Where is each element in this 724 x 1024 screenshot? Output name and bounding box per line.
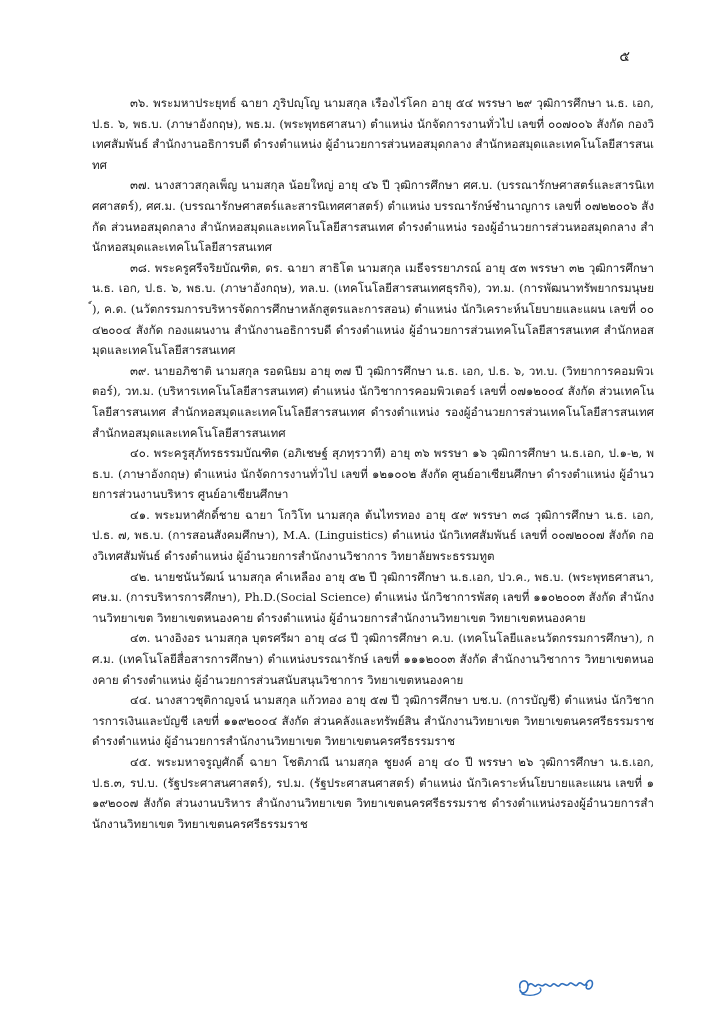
appointment-entry-36: ๓๖. พระมหาประยุทธ์ ฉายา ภูริปญฺโญ นามสกุล เรืองไร่โคก อายุ ๕๔ พรรษา ๒๙ วุฒิการศึกษา น.ธ. เอก, ป.ธ. ๖, พธ.บ. (ภาษาอังกฤษ), พธ.ม. (พระพุทธศาสนา) ตำแหน่ง นักจัดการงานทั่วไป เลขที่ ๐๐๗๐๐๖ สังกัด กองวิเทศสัมพันธ์ สำนักงานอธิการบดี ดำรงตำแหน่ง ผู้อำนวยการส่วนหอสมุดกลาง สำนักหอสมุดและเทคโนโลยีสารสนเทศ [92, 96, 654, 172]
signature-stroke [520, 980, 593, 993]
page-number: ๕ [619, 49, 630, 65]
appointment-entry-45: ๔๕. พระมหาจรูญศักดิ์ ฉายา โชติภาณี นามสกุล ชูยงค์ อายุ ๔๐ ปี พรรษา ๒๖ วุฒิการศึกษา น.ธ.เอก, ป.ธ.๓, รป.บ. (รัฐประศาสนศาสตร์), รป.ม. (รัฐประศาสนศาสตร์) ตำแหน่ง นักวิเคราะห์นโยบายและแผน เลขที่ ๑๑๙๒๐๐๗ สังกัด ส่วนงานบริหาร สำนักงานวิทยาเขต วิทยาเขตนครศรีธรรมราช ดำรงตำแหน่งรองผู้อำนวยการสำนักงานวิทยาเขต วิทยาเขตนครศรีธรรมราช [92, 755, 654, 831]
handwritten-signature [514, 958, 600, 1002]
signature-drawing [514, 958, 600, 1002]
appointment-entry-42: ๔๒. นายชนันวัฒน์ นามสกุล คำเหลือง อายุ ๕๒ ปี วุฒิการศึกษา น.ธ.เอก, ปว.ค., พธ.บ. (พระพุทธศาสนา, ศษ.ม. (การบริหารการศึกษา), Ph.D.(Social Science) ตำแหน่ง นักวิชาการพัสดุ เลขที่ ๑๑๐๒๐๐๓ สังกัด สำนักงานวิทยาเขต วิทยาเขตหนองคาย ดำรงตำแหน่ง ผู้อำนวยการสำนักงานวิทยาเขต วิทยาเขตหนองคาย [92, 569, 654, 625]
appointment-entry-39: ๓๙. นายอภิชาติ นามสกุล รอดนิยม อายุ ๓๗ ปี วุฒิการศึกษา น.ธ. เอก, ป.ธ. ๖, วท.บ. (วิทยาการคอมพิวเตอร์), วท.ม. (บริหารเทคโนโลยีสารสนเทศ) ตำแหน่ง นักวิชาการคอมพิวเตอร์ เลขที่ ๐๗๑๒๐๐๔ สังกัด ส่วนเทคโนโลยีสารสนเทศ สำนักหอสมุดและเทคโนโลยีสารสนเทศ ดำรงตำแหน่ง รองผู้อำนวยการส่วนเทคโนโลยีสารสนเทศ สำนักหอสมุดและเทคโนโลยีสารสนเทศ [92, 363, 654, 440]
appointment-entry-41: ๔๑. พระมหาศักดิ์ชาย ฉายา โกวิโท นามสกุล ต้นไทรทอง อายุ ๕๙ พรรษา ๓๘ วุฒิการศึกษา น.ธ. เอก, ป.ธ. ๗, พธ.บ. (การสอนสังคมศึกษา), M.A. (Linguistics) ตำแหน่ง นักวิเทศสัมพันธ์ เลขที่ ๐๐๗๒๐๐๗ สังกัด กองวิเทศสัมพันธ์ ดำรงตำแหน่ง ผู้อำนวยการสำนักงานวิชาการ วิทยาลัยพระธรรมทูต [92, 507, 654, 564]
appointment-entry-38: ๓๘. พระครูศรีจริยบัณฑิต, ดร. ฉายา สาธิโต นามสกุล เมธีจรรยาภรณ์ อายุ ๕๓ พรรษา ๓๒ วุฒิการศึกษา น.ธ. เอก, ป.ธ. ๖, พธ.บ. (ภาษาอังกฤษ), ทล.บ. (เทคโนโลยีสารสนเทศธุรกิจ), วท.ม. (การพัฒนาทรัพยากรมนุษย์), ค.ด. (นวัตกรรมการบริหารจัดการศึกษาหลักสูตรและการสอน) ตำแหน่ง นักวิเคราะห์นโยบายและแผน เลขที่ ๐๐๔๒๐๐๔ สังกัด กองแผนงาน สำนักงานอธิการบดี ดำรงตำแหน่ง ผู้อำนวยการส่วนเทคโนโลยีสารสนเทศ สำนักหอสมุดและเทคโนโลยีสารสนเทศ [92, 260, 654, 358]
appointment-list [92, 93, 654, 834]
appointment-entry-37: ๓๗. นางสาวสกุลเพ็ญ นามสกุล น้อยใหญ่ อายุ ๔๖ ปี วุฒิการศึกษา ศศ.บ. (บรรณารักษศาสตร์และสารนิเทศศาสตร์), ศศ.ม. (บรรณารักษศาสตร์และสารนิเทศศาสตร์) ตำแหน่ง บรรณารักษ์ชำนาญการ เลขที่ ๐๗๒๒๐๐๖ สังกัด ส่วนหอสมุดกลาง สำนักหอสมุดและเทคโนโลยีสารสนเทศ ดำรงตำแหน่ง รองผู้อำนวยการส่วนหอสมุดกลาง สำนักหอสมุดและเทคโนโลยีสารสนเทศ [92, 178, 654, 255]
appointment-entry-40: ๔๐. พระครูสุภัทรธรรมบัณฑิต (อภิเชษฐ์ สุภทฺรวาที) อายุ ๓๖ พรรษา ๑๖ วุฒิการศึกษา น.ธ.เอก, ป.๑-๒, พธ.บ. (ภาษาอังกฤษ) ตำแหน่ง นักจัดการงานทั่วไป เลขที่ ๑๒๑๐๐๒ สังกัด ศูนย์อาเซียนศึกษา ดำรงตำแหน่ง ผู้อำนวยการส่วนงานบริหาร ศูนย์อาเซียนศึกษา [92, 446, 654, 502]
appointment-entry-43: ๔๓. นางอิงอร นามสกุล บุตรศรีผา อายุ ๔๘ ปี วุฒิการศึกษา ค.บ. (เทคโนโลยีและนวัตกรรมการศึกษา), กศ.ม. (เทคโนโลยีสื่อสารการศึกษา) ตำแหน่งบรรณารักษ์ เลขที่ ๑๑๑๒๐๐๓ สังกัด สำนักงานวิชาการ วิทยาเขตหนองคาย ดำรงตำแหน่ง ผู้อำนวยการส่วนสนับสนุนวิชาการ วิทยาเขตหนองคาย [92, 631, 654, 687]
appointment-entry-44: ๔๔. นางสาวชุติกาญจน์ นามสกุล แก้วทอง อายุ ๕๗ ปี วุฒิการศึกษา บช.บ. (การบัญชี) ตำแหน่ง นักวิชาการการเงินและบัญชี เลขที่ ๑๑๙๒๐๐๔ สังกัด ส่วนคลังและทรัพย์สิน สำนักงานวิทยาเขต วิทยาเขตนครศรีธรรมราช ดำรงตำแหน่ง ผู้อำนวยการสำนักงานวิทยาเขต วิทยาเขตนครศรีธรรมราช [92, 693, 654, 749]
